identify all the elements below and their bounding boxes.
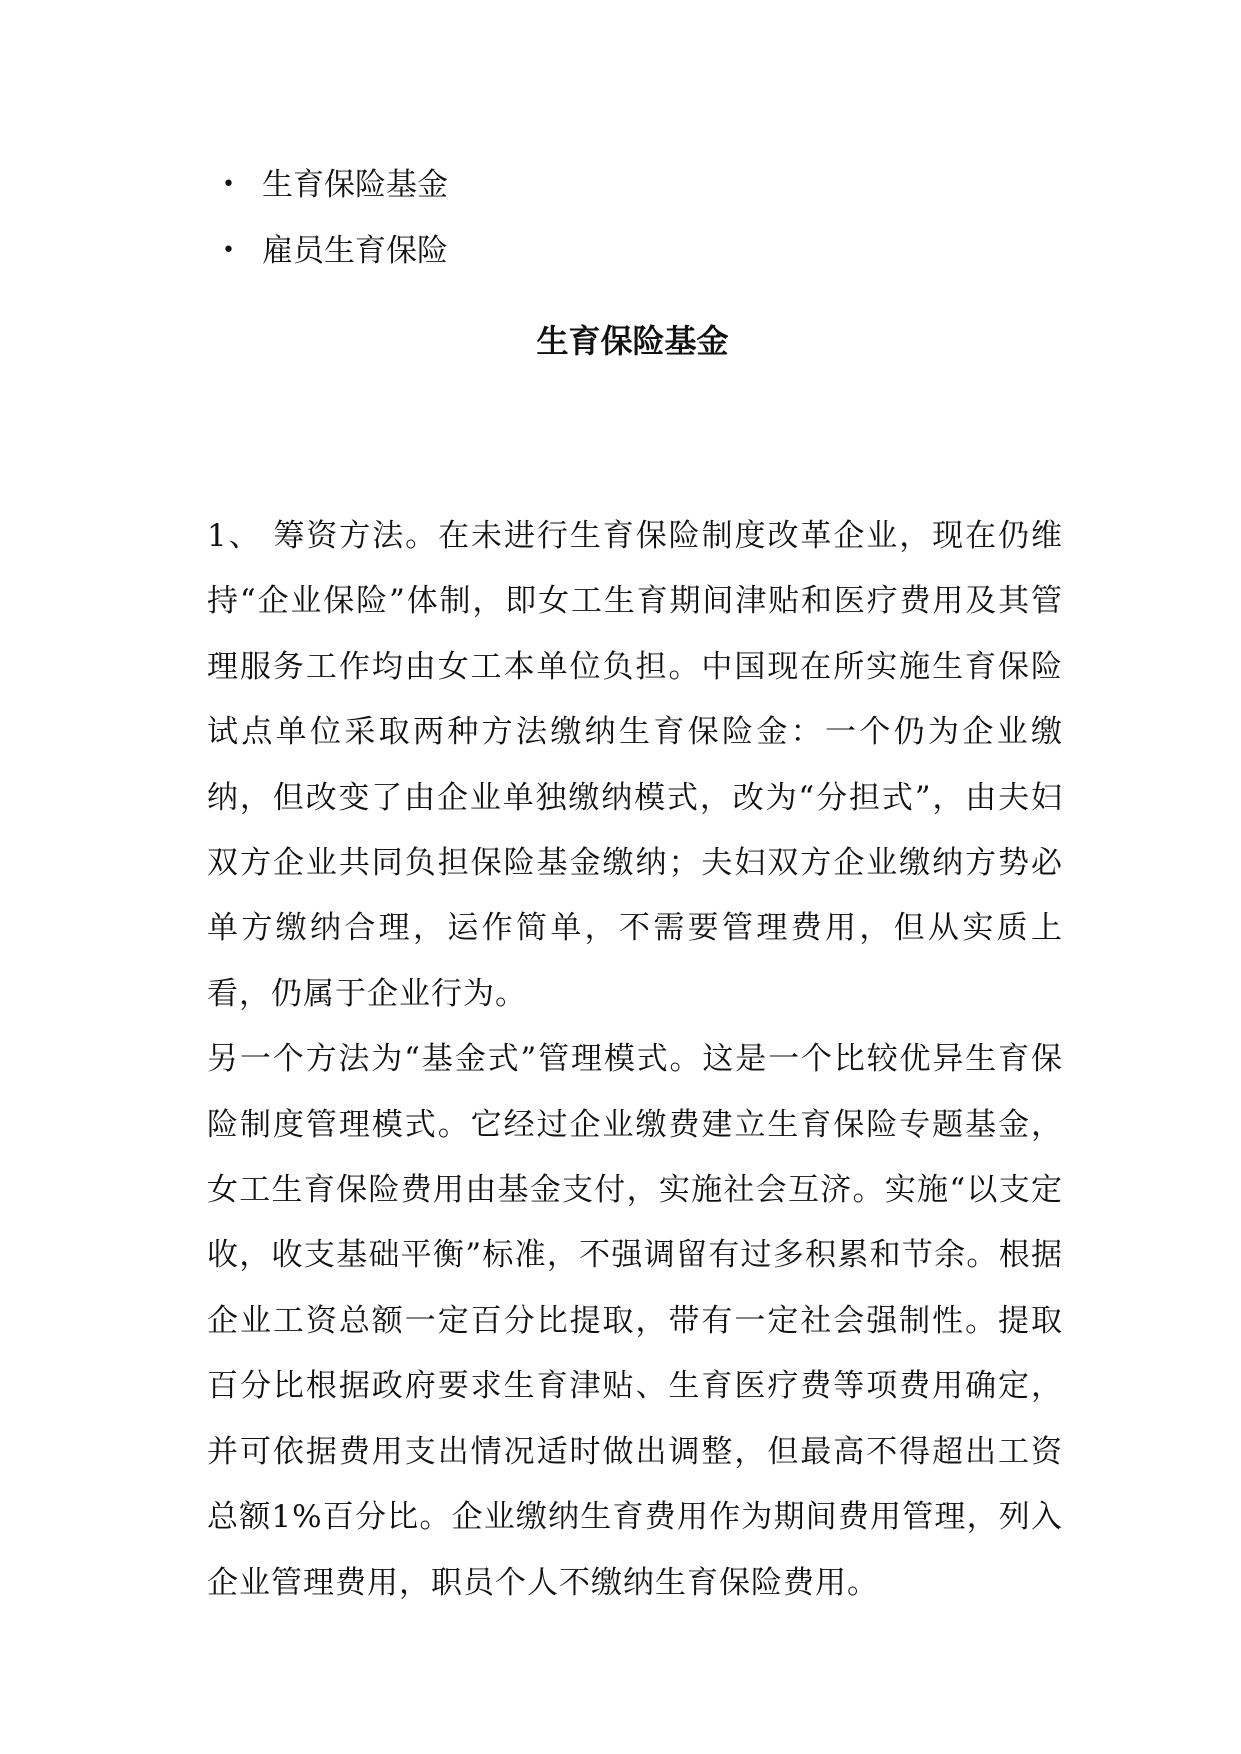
section-heading: 生育保险基金	[536, 322, 729, 360]
body-text	[207, 504, 1063, 1616]
bullet-icon: •	[222, 172, 235, 197]
toc-item-employee-maternity-insurance[interactable]	[222, 218, 448, 284]
toc-item-maternity-fund[interactable]	[222, 152, 448, 218]
table-of-contents	[222, 152, 448, 284]
bullet-icon: •	[222, 238, 235, 263]
toc-item-label: 生育保险基金	[262, 167, 448, 203]
paragraph-funding-method: 1、 筹资方法。在未进行生育保险制度改革企业，现在仍维持“企业保险”体制，即女工生育期间津贴和医疗费用及其管理服务工作均由女工本单位负担。中国现在所实施生育保险试点单位采取两种方法缴纳生育保险金：一个仍为企业缴纳，但改变了由企业单独缴纳模式，改为“分担式”，由夫妇双方企业共同负担保险基金缴纳；夫妇双方企业缴纳方势必单方缴纳合理，运作简单，不需要管理费用，但从实质上看，仍属于企业行为。	[207, 518, 1063, 1012]
paragraph-fund-model: 另一个方法为“基金式”管理模式。这是一个比较优异生育保险制度管理模式。它经过企业缴费建立生育保险专题基金，女工生育保险费用由基金支付，实施社会互济。实施“以支定收，收支基础平衡”标准，不强调留有过多积累和节余。根据企业工资总额一定百分比提取，带有一定社会强制性。提取百分比根据政府要求生育津贴、生育医疗费等项费用确定，并可依据费用支出情况适时做出调整，但最高不得超出工资总额1%百分比。企业缴纳生育费用作为期间费用管理，列入企业管理费用，职员个人不缴纳生育保险费用。	[207, 1041, 1063, 1601]
toc-item-label: 雇员生育保险	[262, 233, 448, 269]
